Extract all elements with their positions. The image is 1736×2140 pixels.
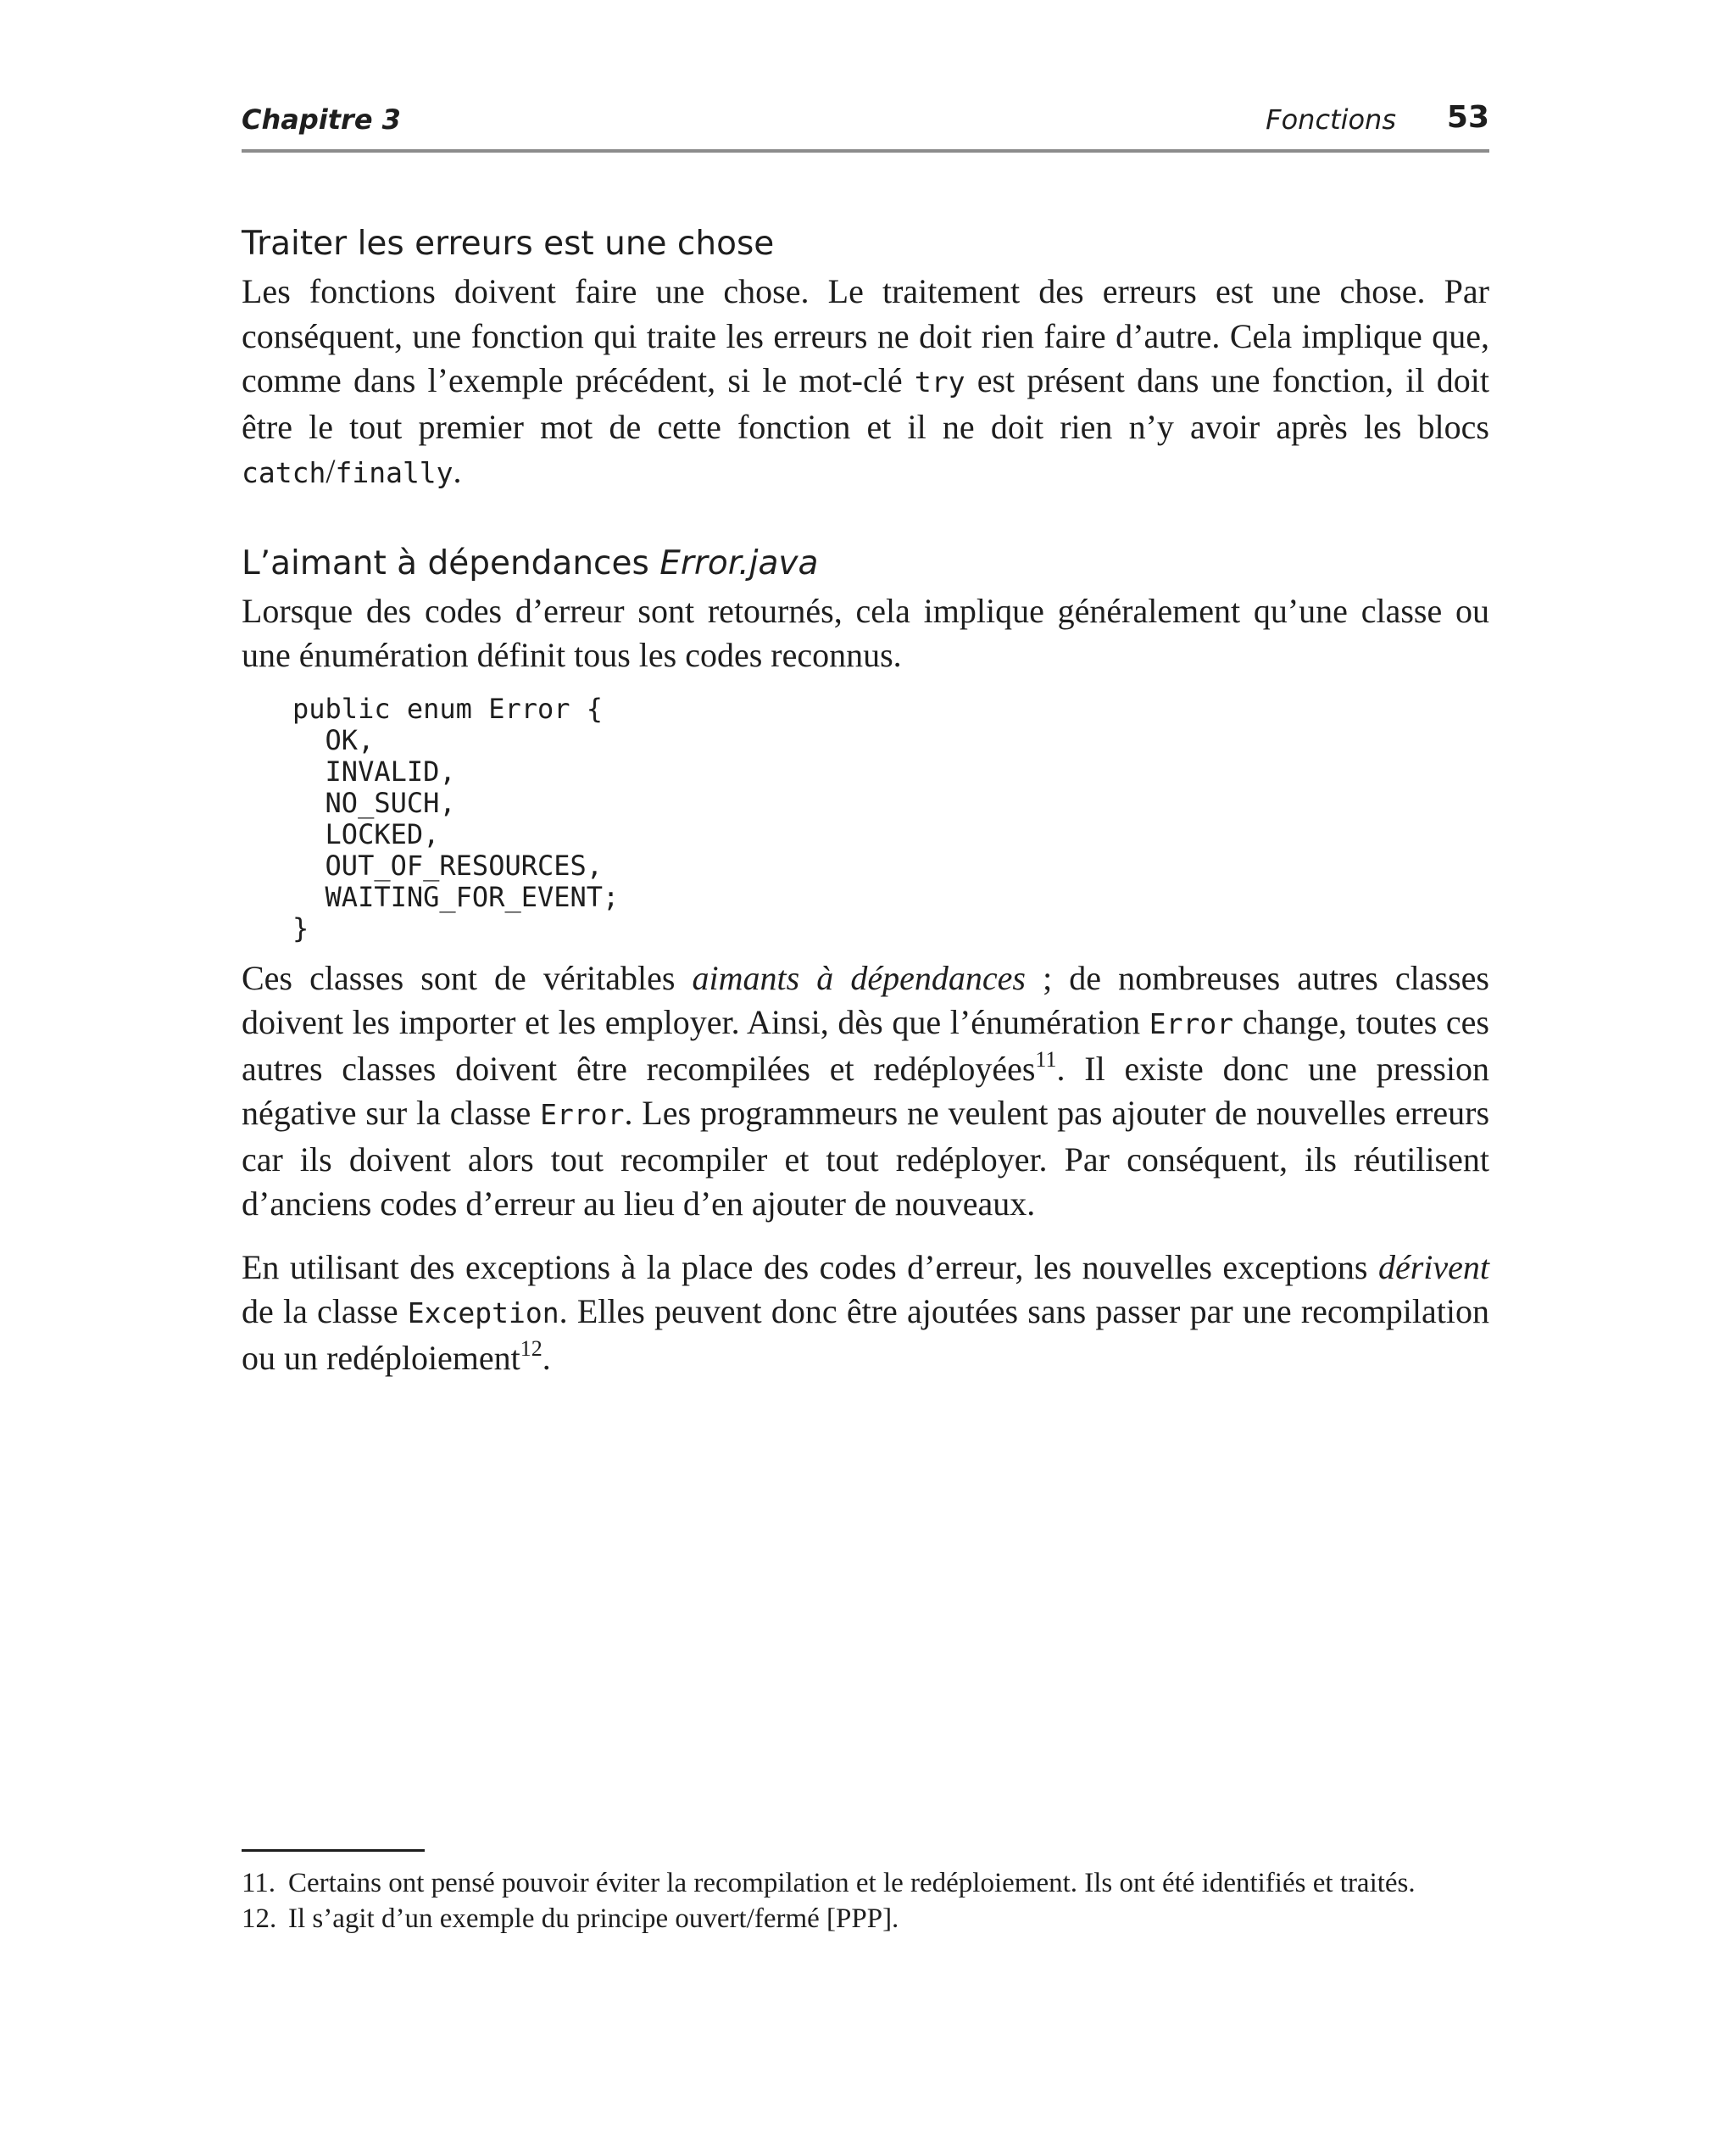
- footnote-12: [242, 1901, 1489, 1937]
- code-error: Error: [1149, 1007, 1234, 1040]
- footnote-11: [242, 1865, 1489, 1901]
- code-exception: Exception: [407, 1296, 559, 1329]
- footnote-number: 12.: [242, 1903, 277, 1934]
- chapter-label: Chapitre 3: [242, 103, 401, 136]
- main-content: [242, 222, 1489, 1380]
- footnote-text: Certains ont pensé pouvoir éviter la recompilation et le redéploiement. Ils ont été identifiés et traités.: [288, 1868, 1416, 1898]
- footnotes: [242, 1865, 1489, 1937]
- footnote-separator: [242, 1849, 425, 1852]
- code-error: Error: [540, 1098, 625, 1131]
- paragraph-error-codes: Lorsque des codes d’erreur sont retournés, cela implique généralement qu’une classe ou une énumération définit tous les codes reconnus.: [242, 591, 1489, 674]
- section-heading-dependency-magnet: L’aimant à dépendances Error.java: [242, 543, 819, 582]
- code-finally: finally: [335, 456, 453, 489]
- running-header: [242, 100, 1489, 144]
- page-number: 53: [1446, 100, 1489, 135]
- header-rule: [242, 149, 1489, 153]
- code-try: try: [914, 365, 965, 398]
- footnote-number: 11.: [242, 1868, 276, 1898]
- code-catch: catch: [242, 456, 326, 489]
- paragraph-exceptions: En utilisant des exceptions à la place des codes d’erreur, les nouvelles exceptions dérivent de la classe Exception. Elles peuvent donc être ajoutées sans passer par une recompilation ou un redéploiement$^{12}$.: [242, 1247, 1489, 1377]
- emphasis-derivent: dérivent: [1377, 1247, 1489, 1286]
- code-listing-error-enum: public enum Error { OK, INVALID, NO_SUCH, LOCKED, OUT_OF_RESOURCES, WAITING_FOR_EVENT; }: [292, 692, 620, 945]
- section-heading-errors: Traiter les erreurs est une chose: [242, 225, 775, 263]
- paragraph-errors: Les fonctions doivent faire une chose. Le traitement des erreurs est une chose. Par conséquent, une fonction qui traite les erreurs ne doit rien faire d’autre. Cela implique que, comme dans l’exemple précédent, si le mot-clé try est présent dans une fonction, il doit être le tout premier mot de cette fonction et il ne doit rien n’y avoir après les blocs catch/finally.: [242, 272, 1489, 490]
- footnote-text: Il s’agit d’un exemple du principe ouvert/fermé [PPP].: [288, 1903, 899, 1934]
- footnote-ref-11[interactable]: 11: [1035, 1046, 1057, 1072]
- emphasis-dependency-magnets: aimants à dépendances: [692, 958, 1026, 997]
- paragraph-dependency-magnets: Ces classes sont de véritables aimants à dépendances ; de nombreuses autres classes doivent les importer et les employer. Ainsi, dès que l’énumération Error change, toutes ces autres classes doivent être recompilées et redéployées$^{11}$. Il existe donc une pression négative sur la classe Error. Les programmeurs ne veulent pas ajouter de nouvelles erreurs car ils doivent alors tout recompiler et tout redéployer. Par conséquent, ils réutilisent d’anciens codes d’erreur au lieu d’en ajouter de nouveaux.: [242, 958, 1490, 1223]
- section-label: Fonctions: [1266, 103, 1396, 136]
- footnote-ref-12[interactable]: 12: [520, 1335, 542, 1361]
